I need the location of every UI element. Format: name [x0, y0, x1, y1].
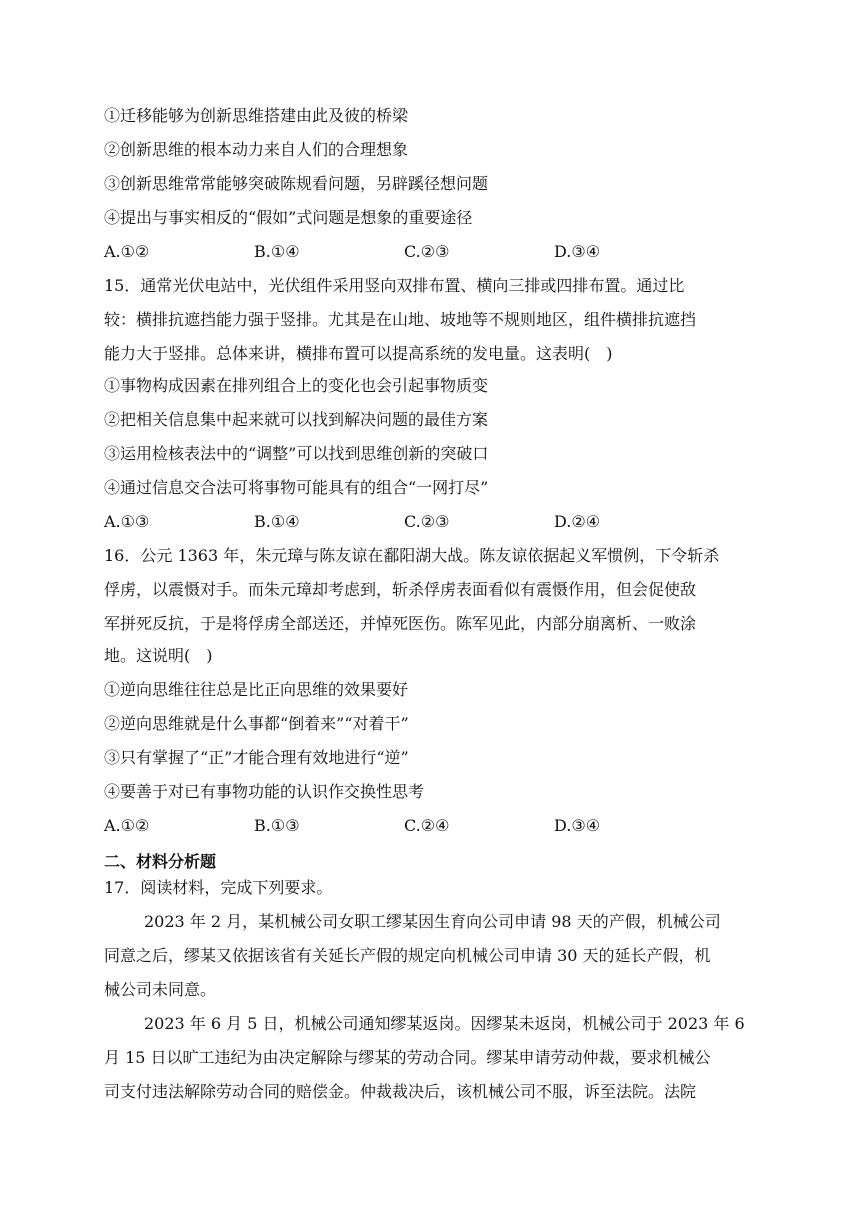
q15-item-2: ②把相关信息集中起来就可以找到解决问题的最佳方案 — [104, 410, 489, 429]
q16-stem-line-4: 地。这说明( ) — [104, 646, 213, 665]
q16-item-1: ①逆向思维往往总是比正向思维的效果要好 — [104, 680, 409, 699]
section-heading: 二、材料分析题 — [104, 852, 217, 871]
q16-option-a: A.①② — [104, 816, 150, 835]
material-para1-line-1: 2023 年 2 月，某机械公司女职工缪某因生育向公司申请 98 天的产假，机械公司 — [144, 912, 721, 931]
q14-option-a: A.①② — [104, 242, 150, 261]
q16-option-c: C.②④ — [404, 816, 450, 835]
q14-item-3: ③创新思维常常能够突破陈规看问题，另辟蹊径想问题 — [104, 174, 489, 193]
q16-option-b: B.①③ — [254, 816, 300, 835]
q15-item-1: ①事物构成因素在排列组合上的变化也会引起事物质变 — [104, 376, 489, 395]
q15-item-4: ④通过信息交合法可将事物可能具有的组合“一网打尽” — [104, 478, 489, 497]
q15-option-b: B.①④ — [254, 512, 300, 531]
q16-option-d: D.③④ — [554, 816, 601, 835]
q14-option-c: C.②③ — [404, 242, 450, 261]
q14-option-b: B.①④ — [254, 242, 300, 261]
q14-item-1: ①迁移能够为创新思维搭建由此及彼的桥梁 — [104, 106, 409, 125]
q16-stem-line-2: 俘虏，以震慑对手。而朱元璋却考虑到，斩杀俘虏表面看似有震慑作用，但会促使敌 — [104, 580, 697, 599]
q16-options — [104, 816, 764, 836]
q15-item-3: ③运用检核表法中的“调整”可以找到思维创新的突破口 — [104, 444, 489, 463]
q16-stem-line-3: 军拼死反抗，于是将俘虏全部送还，并悼死医伤。陈军见此，内部分崩离析、一败涂 — [104, 614, 697, 633]
q14-item-2: ②创新思维的根本动力来自人们的合理想象 — [104, 140, 409, 159]
q15-options — [104, 512, 764, 532]
q14-options — [104, 242, 764, 262]
q15-option-c: C.②③ — [404, 512, 450, 531]
q16-stem-line-1: 16．公元 1363 年，朱元璋与陈友谅在鄱阳湖大战。陈友谅依据起义军惯例，下令斩杀 — [104, 546, 720, 565]
material-para2-line-1: 2023 年 6 月 5 日，机械公司通知缪某返岗。因缪某未返岗，机械公司于 2023 年 6 — [144, 1014, 745, 1033]
q15-option-d: D.②④ — [554, 512, 601, 531]
material-para2-line-2: 月 15 日以旷工违纪为由决定解除与缪某的劳动合同。缪某申请劳动仲裁，要求机械公 — [104, 1048, 711, 1067]
material-para1-line-2: 同意之后，缪某又依据该省有关延长产假的规定向机械公司申请 30 天的延长产假，机 — [104, 946, 711, 965]
material-para2-line-3: 司支付违法解除劳动合同的赔偿金。仲裁裁决后，该机械公司不服，诉至法院。法院 — [104, 1082, 697, 1101]
q16-item-4: ④要善于对已有事物功能的认识作交换性思考 — [104, 782, 425, 801]
q15-stem-line-3: 能力大于竖排。总体来讲，横排布置可以提高系统的发电量。这表明( ) — [104, 344, 613, 363]
material-para1-line-3: 械公司未同意。 — [104, 980, 217, 999]
q14-option-d: D.③④ — [554, 242, 601, 261]
q15-stem-line-1: 15．通常光伏电站中，光伏组件采用竖向双排布置、横向三排或四排布置。通过比 — [104, 276, 685, 295]
q14-item-4: ④提出与事实相反的“假如”式问题是想象的重要途径 — [104, 208, 473, 227]
q16-item-3: ③只有掌握了“正”才能合理有效地进行“逆” — [104, 748, 409, 767]
q15-stem-line-2: 较：横排抗遮挡能力强于竖排。尤其是在山地、坡地等不规则地区，组件横排抗遮挡 — [104, 310, 697, 329]
q17-stem: 17．阅读材料，完成下列要求。 — [104, 878, 333, 897]
q15-option-a: A.①③ — [104, 512, 150, 531]
q16-item-2: ②逆向思维就是什么事都“倒着来”“对着干” — [104, 714, 409, 733]
